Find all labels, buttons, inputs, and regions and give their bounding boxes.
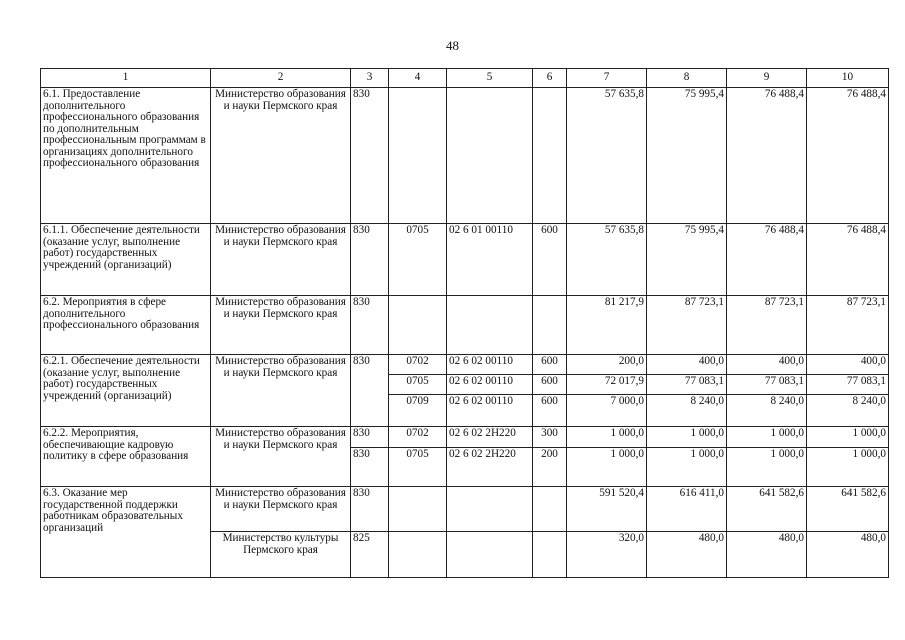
row-rz [389, 487, 447, 532]
row-value-8: 480,0 [647, 532, 727, 578]
table-row [41, 355, 889, 375]
row-value-10: 77 083,1 [807, 375, 889, 395]
col-header-9: 9 [727, 69, 807, 88]
row-value-7: 57 635,8 [567, 88, 647, 224]
row-rz [389, 296, 447, 355]
row-gr: 830 [351, 224, 389, 296]
row-value-10: 1 000,0 [807, 427, 889, 448]
col-header-4: 4 [389, 69, 447, 88]
row-value-8: 1 000,0 [647, 427, 727, 448]
row-rz: 0702 [389, 355, 447, 375]
row-name: 6.2. Мероприятия в сфере дополнительного профессионального образования [41, 296, 211, 355]
row-executor: Министерство образования и науки Пермского края [211, 88, 351, 224]
row-csr: 02 6 01 00110 [447, 224, 533, 296]
row-vr: 300 [533, 427, 567, 448]
col-header-8: 8 [647, 69, 727, 88]
col-header-3: 3 [351, 69, 389, 88]
row-value-9: 76 488,4 [727, 88, 807, 224]
table-row [41, 88, 889, 224]
row-value-9: 1 000,0 [727, 448, 807, 487]
row-value-7: 1 000,0 [567, 427, 647, 448]
row-value-7: 200,0 [567, 355, 647, 375]
row-vr [533, 487, 567, 532]
row-value-8: 8 240,0 [647, 395, 727, 427]
row-csr [447, 296, 533, 355]
row-value-10: 400,0 [807, 355, 889, 375]
col-header-6: 6 [533, 69, 567, 88]
row-value-8: 400,0 [647, 355, 727, 375]
row-rz [389, 532, 447, 578]
table-header-row [41, 69, 889, 88]
row-name: 6.2.1. Обеспечение деятельности (оказание услуг, выполнение работ) государственных учреждений (организаций) [41, 355, 211, 427]
row-vr [533, 88, 567, 224]
col-header-2: 2 [211, 69, 351, 88]
col-header-10: 10 [807, 69, 889, 88]
row-name: 6.1. Предоставление дополнительного профессионального образования по дополнительным профессиональным программам в организациях дополнительного профессионального образования [41, 88, 211, 224]
row-gr: 830 [351, 88, 389, 224]
row-csr: 02 6 02 00110 [447, 395, 533, 427]
row-value-7: 57 635,8 [567, 224, 647, 296]
row-value-8: 616 411,0 [647, 487, 727, 532]
row-executor: Министерство образования и науки Пермского края [211, 487, 351, 532]
row-vr: 600 [533, 224, 567, 296]
row-executor: Министерство образования и науки Пермского края [211, 224, 351, 296]
row-value-9: 480,0 [727, 532, 807, 578]
budget-table [40, 68, 889, 578]
row-value-10: 87 723,1 [807, 296, 889, 355]
col-header-7: 7 [567, 69, 647, 88]
row-csr: 02 6 02 2Н220 [447, 427, 533, 448]
row-value-9: 8 240,0 [727, 395, 807, 427]
row-rz: 0702 [389, 427, 447, 448]
row-value-10: 480,0 [807, 532, 889, 578]
row-gr: 830 [351, 296, 389, 355]
row-value-10: 8 240,0 [807, 395, 889, 427]
row-executor: Министерство культуры Пермского края [211, 532, 351, 578]
row-value-9: 87 723,1 [727, 296, 807, 355]
row-csr [447, 532, 533, 578]
row-value-7: 320,0 [567, 532, 647, 578]
row-value-7: 7 000,0 [567, 395, 647, 427]
row-value-10: 641 582,6 [807, 487, 889, 532]
row-vr: 600 [533, 395, 567, 427]
row-csr [447, 487, 533, 532]
row-value-10: 1 000,0 [807, 448, 889, 487]
table-row [41, 224, 889, 296]
row-gr: 830 [351, 487, 389, 532]
row-value-8: 77 083,1 [647, 375, 727, 395]
row-value-8: 75 995,4 [647, 88, 727, 224]
row-rz: 0705 [389, 224, 447, 296]
row-vr [533, 532, 567, 578]
table-row [41, 296, 889, 355]
row-rz: 0709 [389, 395, 447, 427]
row-vr [533, 296, 567, 355]
row-gr: 830 [351, 427, 389, 448]
row-csr: 02 6 02 00110 [447, 355, 533, 375]
col-header-1: 1 [41, 69, 211, 88]
row-csr: 02 6 02 00110 [447, 375, 533, 395]
row-value-8: 87 723,1 [647, 296, 727, 355]
row-rz: 0705 [389, 448, 447, 487]
row-value-9: 641 582,6 [727, 487, 807, 532]
page-number: 48 [446, 38, 459, 53]
row-value-10: 76 488,4 [807, 88, 889, 224]
row-value-7: 81 217,9 [567, 296, 647, 355]
row-csr [447, 88, 533, 224]
row-executor: Министерство образования и науки Пермского края [211, 427, 351, 487]
col-header-5: 5 [447, 69, 533, 88]
row-gr: 830 [351, 355, 389, 427]
row-value-7: 591 520,4 [567, 487, 647, 532]
row-vr: 600 [533, 375, 567, 395]
row-value-9: 77 083,1 [727, 375, 807, 395]
row-rz: 0705 [389, 375, 447, 395]
row-executor: Министерство образования и науки Пермского края [211, 296, 351, 355]
row-value-7: 1 000,0 [567, 448, 647, 487]
row-value-9: 1 000,0 [727, 427, 807, 448]
row-rz [389, 88, 447, 224]
row-vr: 600 [533, 355, 567, 375]
row-value-9: 76 488,4 [727, 224, 807, 296]
row-executor: Министерство образования и науки Пермского края [211, 355, 351, 427]
row-name: 6.1.1. Обеспечение деятельности (оказание услуг, выполнение работ) государственных учреждений (организаций) [41, 224, 211, 296]
row-gr: 825 [351, 532, 389, 578]
row-value-9: 400,0 [727, 355, 807, 375]
row-vr: 200 [533, 448, 567, 487]
row-name: 6.2.2. Мероприятия, обеспечивающие кадровую политику в сфере образования [41, 427, 211, 487]
row-name: 6.3. Оказание мер государственной поддержки работникам образовательных организаций [41, 487, 211, 578]
row-value-10: 76 488,4 [807, 224, 889, 296]
row-value-8: 1 000,0 [647, 448, 727, 487]
table-row [41, 427, 889, 448]
row-value-7: 72 017,9 [567, 375, 647, 395]
table-row [41, 487, 889, 532]
row-value-8: 75 995,4 [647, 224, 727, 296]
row-gr: 830 [351, 448, 389, 487]
row-csr: 02 6 02 2Н220 [447, 448, 533, 487]
